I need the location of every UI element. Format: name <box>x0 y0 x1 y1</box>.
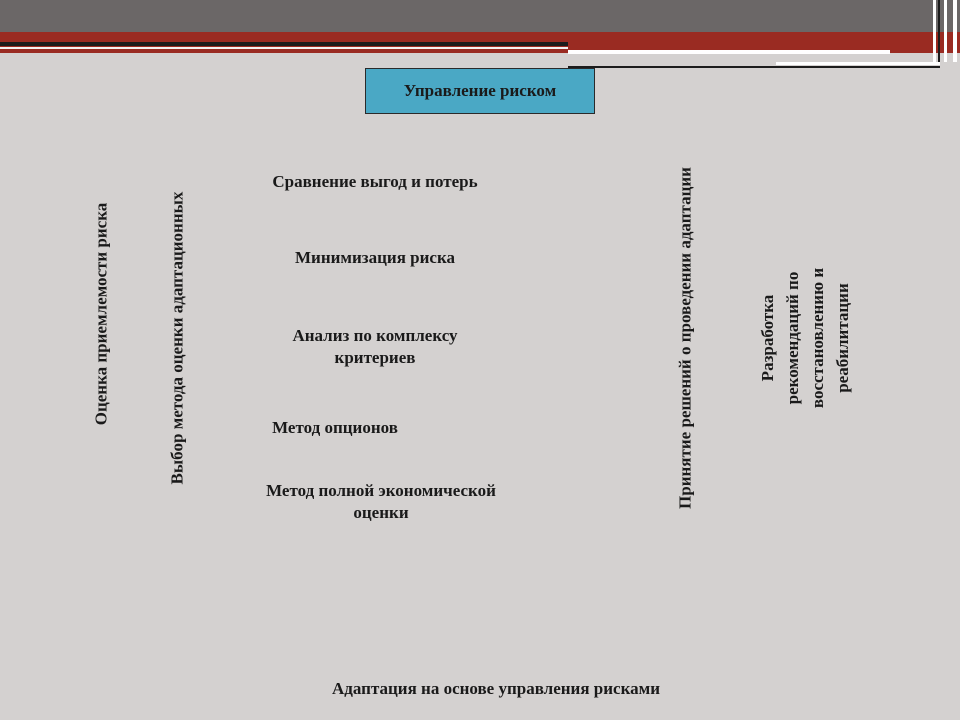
bottom-caption: Адаптация на основе управления рисками <box>331 679 661 698</box>
header-divider-light <box>0 47 568 49</box>
diagram-title-box <box>365 68 595 114</box>
header-gray-band <box>0 0 960 32</box>
diagram-title: Управление риском <box>403 81 557 100</box>
header-right-line-light <box>568 50 890 54</box>
label-risk-acceptability: Оценка приемлемости риска <box>91 202 111 426</box>
label-recovery-recommendations: Разработка рекомендаций по восстановлению и реабилитации <box>758 267 852 409</box>
corner-stripe <box>953 0 957 62</box>
header-right-line-light-2 <box>776 62 940 65</box>
label-adaptation-decisions: Принятие решений о проведении адаптации <box>675 167 695 509</box>
method-options: Метод опционов <box>272 418 398 437</box>
method-risk-minimization: Минимизация риска <box>294 248 456 267</box>
corner-stripe <box>944 0 947 62</box>
corner-stripe <box>938 0 940 62</box>
method-full-economic: Метод полной экономической оценки <box>266 481 496 522</box>
corner-stripe <box>933 0 936 62</box>
method-cost-benefit: Сравнение выгод и потерь <box>272 172 478 191</box>
method-multi-criteria: Анализ по комплексу критериев <box>292 326 458 367</box>
label-method-selection: Выбор метода оценки адаптационных <box>167 191 187 485</box>
header-right-line-dark <box>568 66 940 68</box>
header-divider-dark <box>0 42 568 46</box>
